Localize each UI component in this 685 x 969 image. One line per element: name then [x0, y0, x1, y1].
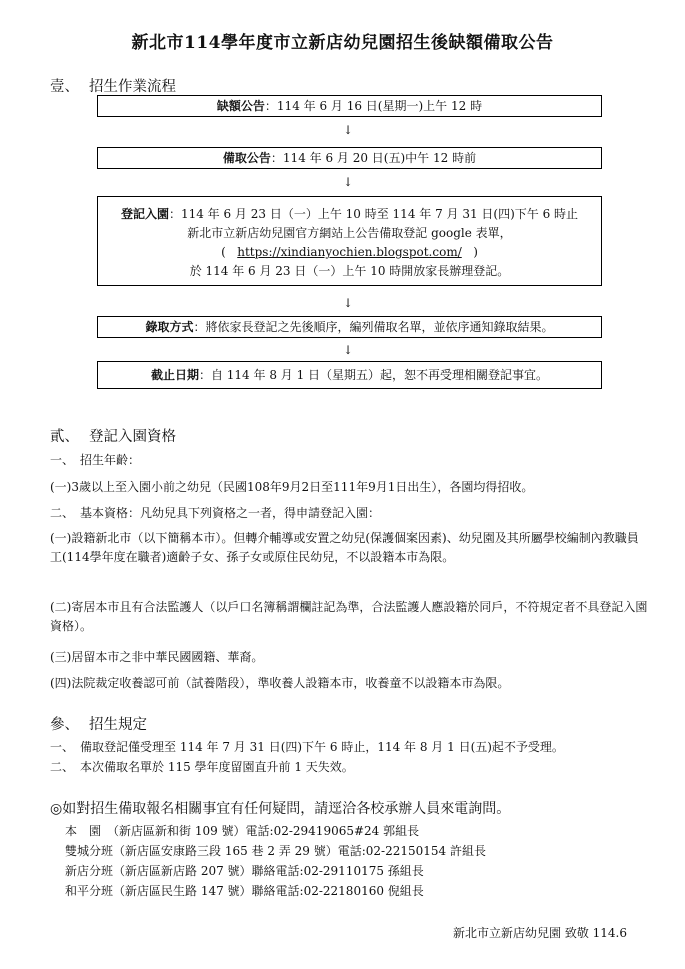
- contact-line: 和平分班（新店區民生路 147 號）聯絡電話:02-22180160 倪組長: [65, 884, 424, 898]
- step-label: 登記入園: [120, 207, 169, 221]
- registration-link[interactable]: https://xindianyochien.blogspot.com/: [237, 245, 462, 259]
- rule-1: 一、 備取登記僅受理至 114 年 7 月 31 日(四)下午 6 時止，114 年 8 月 1 日(五)起不予受理。: [50, 740, 564, 754]
- section3-heading: 招生規定: [89, 717, 147, 733]
- contact-intro: ◎如對招生備取報名相關事宜有任何疑問，請逕洽各校承辦人員來電詢問。: [50, 801, 511, 817]
- contact-line: 本 園 （新店區新和街 109 號）電話:02-29419065#24 郭組長: [65, 824, 420, 838]
- step-label: 缺額公告: [216, 99, 265, 113]
- step-box-vacancy: [97, 95, 602, 117]
- eligibility-item-3: (三)居留本市之非中華民國國籍、華裔。: [50, 650, 264, 664]
- step-text: ：將依家長登記之先後順序，編列備取名單，並依序通知錄取結果。: [193, 320, 554, 334]
- eligibility-item-1: (一)設籍新北市（以下簡稱本市）。但轉介輔導或安置之幼兒(保護個案因素)、幼兒園及其所屬學校編制內教職員工(114學年度在職者)適齡子女、孫子女或原住民幼兒，不以設籍本市為限。: [50, 531, 639, 564]
- flow-arrow: ↓: [343, 123, 354, 137]
- section1-number: 壹、: [50, 79, 79, 95]
- section2-heading: 登記入園資格: [89, 429, 176, 445]
- page-title: 新北市114學年度市立新店幼兒園招生後缺額備取公告: [131, 33, 554, 53]
- eligibility-item-2: (二)寄居本市且有合法監護人（以戶口名簿稱謂欄註記為準，合法監護人應設籍於同戶，不符規定者不具登記入園資格）。: [50, 600, 648, 633]
- rule-2: 二、 本次備取名單於 115 學年度留園直升前 1 天失效。: [50, 760, 354, 774]
- step-box-admission: [97, 316, 602, 338]
- contact-line: 雙城分班（新店區安康路三段 165 巷 2 弄 29 號）電話:02-22150154 許組長: [65, 844, 486, 858]
- step-label: 備取公告: [222, 151, 271, 165]
- step-box-waitlist: [97, 147, 602, 169]
- step-text-line2: 新北市立新店幼兒園官方網站上公告備取登記 google 表單，: [187, 226, 512, 240]
- step-text: ：自 114 年 8 月 1 日（星期五）起，恕不再受理相關登記事宜。: [198, 368, 549, 382]
- subheading-age: 一、 招生年齡：: [50, 453, 141, 467]
- step-text-line4: 於 114 年 6 月 23 日（一）上午 10 時開放家長辦理登記。: [189, 264, 510, 278]
- flow-arrow: ↓: [343, 343, 354, 357]
- section1-heading: 招生作業流程: [89, 79, 176, 95]
- paren-close: ): [473, 245, 478, 259]
- flow-arrow: ↓: [343, 175, 354, 189]
- age-requirement: (一)3歲以上至入園小前之幼兒（民國108年9月2日至111年9月1日出生），各園均得招收。: [50, 480, 534, 494]
- step-box-registration: [97, 196, 602, 286]
- step-box-deadline: [97, 361, 602, 389]
- subheading-eligibility: 二、 基本資格：凡幼兒具下列資格之一者，得申請登記入園：: [50, 506, 381, 520]
- paren-open: (: [221, 245, 226, 259]
- flow-arrow: ↓: [343, 296, 354, 310]
- step-label: 截止日期: [150, 368, 199, 382]
- step-text: ：114 年 6 月 16 日(星期一)上午 12 時: [264, 99, 483, 113]
- step-text: ：114 年 6 月 23 日（一）上午 10 時至 114 年 7 月 31 日(四)下午 6 時止: [168, 207, 579, 221]
- contact-line: 新店分班（新店區新店路 207 號）聯絡電話:02-29110175 孫組長: [65, 864, 424, 878]
- section2-number: 貳、: [50, 429, 79, 445]
- section3-number: 參、: [50, 717, 79, 733]
- footer-signature: 新北市立新店幼兒園 致敬 114.6: [453, 926, 627, 940]
- step-label: 錄取方式: [145, 320, 194, 334]
- eligibility-item-4: (四)法院裁定收養認可前（試養階段），準收養人設籍本市，收養童不以設籍本市為限。: [50, 676, 510, 690]
- step-text: ：114 年 6 月 20 日(五)中午 12 時前: [270, 151, 477, 165]
